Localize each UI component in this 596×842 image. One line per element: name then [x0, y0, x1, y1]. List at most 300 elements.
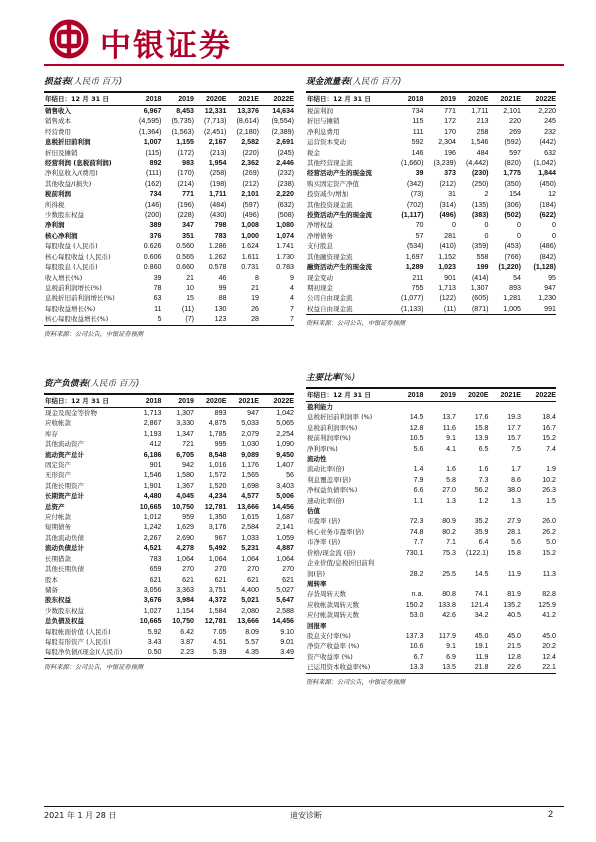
value-cell: (1,077)	[401, 294, 424, 303]
value-cell: 1,064	[208, 554, 227, 563]
value-cell: 133.8	[438, 600, 456, 609]
value-cell: 721	[182, 440, 194, 449]
value-cell: 7.7	[413, 538, 424, 547]
value-cell: 13,666	[237, 502, 259, 511]
header-year-cell: 2019	[162, 395, 195, 408]
value-cell: (1,128)	[533, 263, 556, 272]
value-cell: 9.1	[446, 434, 456, 443]
table-row	[306, 262, 556, 272]
row-label-cell: 其他长期负债	[45, 565, 84, 574]
value-cell: 121.4	[470, 600, 489, 609]
value-cell: 12.8	[409, 423, 424, 432]
value-cell: 0.606	[143, 252, 162, 261]
row-label-cell: 应收帐款	[45, 419, 71, 428]
value-cell	[456, 506, 489, 516]
value-cell: 27.9	[507, 517, 521, 526]
value-cell: 0.783	[276, 263, 294, 272]
value-cell: 5,492	[208, 544, 227, 553]
value-cell: 115	[412, 117, 424, 126]
row-label-cell: 股息支付率(%)	[307, 631, 351, 640]
row-label-cell: 经营费用	[45, 127, 71, 136]
value-cell: 199	[476, 263, 489, 272]
value-cell: 1.9	[546, 465, 556, 474]
value-cell	[521, 558, 556, 568]
income-statement-table	[44, 93, 294, 326]
row-label-cell: 每股收益 (人民币)	[45, 242, 98, 251]
value-cell: (115)	[145, 148, 162, 157]
table-row	[44, 220, 294, 230]
value-cell: 1,230	[538, 294, 556, 303]
value-cell: 12.4	[542, 652, 556, 661]
row-label-cell: 净资产收益率 (%)	[307, 642, 360, 651]
table-row	[44, 241, 294, 251]
value-cell: 56.2	[474, 486, 489, 495]
table-row	[306, 252, 556, 262]
value-cell: 893	[509, 283, 521, 292]
value-cell: 1,289	[405, 263, 424, 272]
value-cell: 10.5	[409, 434, 424, 443]
value-cell: 6.9	[446, 652, 456, 661]
source-note: 资料来源：公司公告，中银证券预测	[44, 330, 143, 338]
key-ratios-section	[306, 372, 556, 686]
table-row	[44, 158, 294, 168]
table-row	[44, 262, 294, 272]
value-cell: (245)	[277, 148, 294, 157]
value-cell: (2,180)	[236, 127, 259, 136]
value-cell: 1,580	[176, 471, 194, 480]
value-cell: 0.731	[241, 263, 259, 272]
value-cell: 1,629	[176, 523, 194, 532]
value-cell: 13,666	[237, 617, 259, 626]
value-cell: 484	[476, 148, 489, 157]
value-cell: (214)	[177, 179, 194, 188]
value-cell: 95	[548, 273, 556, 282]
value-cell: 0	[452, 221, 456, 230]
table-row	[44, 647, 294, 658]
row-label-cell: 销售收入	[45, 107, 71, 115]
value-cell: (212)	[439, 179, 456, 188]
row-label-cell: 核心业务市盈率(倍)	[307, 527, 365, 536]
value-cell: 6,967	[143, 107, 162, 115]
row-label-cell: 价格/现金流 (倍)	[307, 548, 356, 557]
table-row	[44, 304, 294, 314]
value-cell: 376	[149, 231, 162, 240]
value-cell: 4,875	[208, 419, 227, 428]
value-cell: 117.9	[438, 631, 456, 640]
value-cell: 892	[149, 159, 162, 168]
value-cell: 755	[411, 283, 424, 292]
value-cell: 15.8	[474, 423, 489, 432]
value-cell: 150.2	[405, 600, 424, 609]
table-row	[44, 450, 294, 460]
value-cell: 0	[484, 221, 489, 230]
value-cell: (592)	[504, 138, 521, 147]
value-cell: 5.92	[147, 627, 162, 636]
footer-title: 迪安诊断	[290, 811, 322, 820]
header-year-cell: 2018	[129, 93, 162, 106]
value-cell: (135)	[471, 200, 489, 209]
value-cell: 0.578	[208, 263, 227, 272]
row-label-cell: 速动比率(倍)	[307, 496, 345, 505]
value-cell: (414)	[471, 273, 489, 282]
value-cell: 2,867	[143, 419, 162, 428]
value-cell: 2,446	[276, 159, 294, 168]
value-cell: 5.39	[194, 647, 227, 658]
row-label-cell: 融资活动产生的现金流	[307, 263, 372, 272]
value-cell: 1,012	[143, 513, 162, 522]
row-label-cell: 总资产	[45, 502, 65, 511]
value-cell: 2,584	[241, 523, 259, 532]
table-row	[306, 621, 556, 631]
value-cell: 1,713	[438, 283, 456, 292]
row-label-cell: 已运用资本收益率(%)	[306, 662, 391, 673]
value-cell: 57	[415, 231, 424, 240]
value-cell: 3,984	[176, 596, 194, 605]
value-cell: (196)	[177, 200, 194, 209]
value-cell: 1,154	[176, 606, 194, 615]
value-cell: 28.2	[409, 569, 424, 578]
value-cell: (820)	[504, 159, 521, 168]
section-unit: (人民币 百万)	[69, 77, 123, 87]
value-cell: 146	[411, 148, 424, 157]
value-cell: 2	[484, 190, 489, 199]
value-cell: 995	[214, 440, 227, 449]
section-title-text: 资产负债表	[44, 379, 87, 389]
row-label-cell: 净利润	[45, 221, 65, 230]
value-cell: 7.4	[546, 444, 556, 453]
header-year-cell: 2018	[391, 93, 424, 106]
value-cell: 22.1	[521, 662, 556, 673]
value-cell: (269)	[242, 169, 259, 178]
table-row	[44, 210, 294, 220]
value-cell	[489, 506, 522, 516]
value-cell: (484)	[209, 200, 227, 209]
table-row	[44, 637, 294, 647]
value-cell: 1,584	[208, 606, 227, 615]
source-note: 资料来源：公司公告，中银证券预测	[44, 663, 143, 671]
table-row	[44, 481, 294, 491]
value-cell: (220)	[242, 148, 259, 157]
header-year-cell: 2018	[129, 395, 162, 408]
table-row	[306, 454, 556, 464]
value-cell	[424, 621, 457, 631]
value-cell: 351	[182, 231, 194, 240]
value-cell: (410)	[439, 242, 456, 251]
header-year-cell: 2021E	[227, 93, 260, 106]
value-cell: 137.3	[405, 631, 424, 640]
value-cell: 1,711	[209, 190, 227, 199]
value-cell: 72.3	[409, 517, 424, 526]
row-label-cell: 回报率	[307, 621, 327, 630]
value-cell: 1,152	[438, 252, 456, 261]
header-label-cell: 年结日：12 月 31 日	[44, 93, 129, 106]
value-cell: (7,713)	[204, 117, 227, 126]
value-cell: 1.6	[446, 465, 456, 474]
page-header	[44, 14, 564, 62]
value-cell: 3,056	[143, 585, 162, 594]
value-cell: 13.9	[474, 434, 489, 443]
value-cell: 270	[182, 565, 194, 574]
value-cell: 80.8	[442, 590, 456, 599]
value-cell: 3,676	[143, 596, 162, 605]
value-cell	[424, 558, 457, 568]
value-cell: 1,030	[241, 440, 259, 449]
table-row	[306, 433, 556, 443]
table-row	[306, 464, 556, 474]
value-cell: (1,220)	[498, 263, 521, 272]
value-cell: 21.5	[507, 642, 521, 651]
value-cell: 13.7	[442, 413, 456, 422]
value-cell: 1,155	[176, 138, 194, 147]
income-statement-section	[44, 76, 294, 338]
value-cell: 26.3	[542, 486, 556, 495]
value-cell: 123	[194, 314, 227, 325]
value-cell: 1,090	[276, 440, 294, 449]
value-cell: 53.0	[409, 611, 424, 620]
table-row	[306, 148, 556, 158]
value-cell: (250)	[471, 179, 489, 188]
value-cell: 0.565	[176, 252, 194, 261]
value-cell: 2,254	[276, 429, 294, 438]
header-year-cell: 2019	[424, 93, 457, 106]
value-cell: 70	[415, 221, 424, 230]
value-cell: (502)	[504, 211, 521, 220]
row-label-cell: 库存	[45, 429, 58, 438]
row-label-cell: 应付帐款	[45, 513, 71, 522]
header-year-cell: 2018	[391, 389, 424, 402]
value-cell: 1.4	[413, 465, 424, 474]
section-title	[306, 372, 556, 384]
table-row	[306, 558, 556, 568]
page-number: 2	[548, 809, 554, 819]
value-cell: (4,595)	[139, 117, 162, 126]
value-cell: 3,403	[276, 481, 294, 490]
table-row	[44, 200, 294, 210]
value-cell: 10,665	[139, 617, 162, 626]
value-cell: (122.1)	[466, 548, 489, 557]
value-cell: 3,176	[208, 523, 227, 532]
value-cell: 1,007	[143, 138, 162, 147]
header-year-cell: 2021E	[489, 389, 522, 402]
value-cell: (486)	[539, 242, 556, 251]
table-row	[306, 231, 556, 241]
value-cell: 99	[218, 283, 227, 292]
value-cell: 82.8	[542, 590, 556, 599]
value-cell: 4.51	[212, 637, 227, 646]
value-cell: 35.2	[474, 517, 489, 526]
row-label-cell: 应付帐款周转天数	[307, 611, 359, 620]
value-cell: 211	[412, 273, 424, 282]
table-row	[44, 137, 294, 147]
value-cell: 1,064	[241, 554, 259, 563]
table-row	[44, 606, 294, 616]
value-cell: (622)	[539, 211, 556, 220]
row-label-cell: 折旧及摊销	[45, 148, 78, 157]
value-cell: 5,033	[241, 419, 259, 428]
value-cell: 1.2	[478, 496, 489, 505]
value-cell: 6.5	[478, 444, 489, 453]
value-cell: 46	[218, 273, 227, 282]
table-row	[306, 200, 556, 210]
value-cell: 1.5	[546, 496, 556, 505]
value-cell: 78	[153, 283, 162, 292]
value-cell: 3.87	[180, 637, 194, 646]
row-label-cell: 税前利润	[45, 190, 71, 199]
value-cell: 1,711	[471, 107, 489, 115]
header-year-cell: 2022E	[521, 389, 556, 402]
value-cell: (871)	[456, 304, 489, 315]
value-cell: 1,016	[208, 461, 227, 470]
row-label-cell: 流动负债总计	[45, 544, 84, 553]
value-cell: 2,141	[276, 523, 294, 532]
value-cell: 1.7	[511, 465, 521, 474]
value-cell: 2,220	[276, 190, 294, 199]
value-cell: (212)	[242, 179, 259, 188]
value-cell: (9,554)	[271, 117, 294, 126]
value-cell: 18.4	[542, 413, 556, 422]
value-cell: 5,021	[241, 596, 259, 605]
row-label-cell: 税金	[307, 148, 320, 157]
value-cell: 2,167	[208, 138, 227, 147]
value-cell: 4,400	[241, 585, 259, 594]
value-cell: 2,101	[241, 190, 259, 199]
value-cell: 5.8	[446, 475, 456, 484]
value-cell: 0	[484, 231, 489, 240]
value-cell: 5,065	[276, 419, 294, 428]
value-cell	[489, 579, 522, 589]
value-cell: 1.1	[413, 496, 424, 505]
value-cell: 245	[544, 117, 556, 126]
table-row	[306, 106, 556, 117]
value-cell: 7.5	[511, 444, 521, 453]
value-cell: 1,059	[276, 533, 294, 542]
header-year-cell: 2021E	[227, 395, 260, 408]
value-cell: 15.2	[542, 434, 556, 443]
value-cell	[456, 558, 489, 568]
value-cell: 0	[552, 231, 556, 240]
value-cell: 54	[513, 273, 521, 282]
table-row	[306, 304, 556, 315]
value-cell: (534)	[406, 242, 424, 251]
value-cell: 2,304	[438, 138, 456, 147]
value-cell	[424, 402, 457, 413]
value-cell: 45.0	[507, 631, 521, 640]
value-cell: 1,698	[241, 481, 259, 490]
value-cell: 1,407	[276, 461, 294, 470]
table-row	[44, 127, 294, 137]
table-row	[306, 179, 556, 189]
value-cell: 901	[444, 273, 456, 282]
table-row	[44, 491, 294, 501]
value-cell: 1,023	[438, 263, 456, 272]
value-cell: 172	[444, 117, 456, 126]
value-cell: 621	[214, 575, 227, 584]
value-cell: 8	[255, 273, 259, 282]
value-cell: 74.8	[409, 527, 424, 536]
row-label-cell: 应收帐款周转天数	[307, 600, 359, 609]
cash-flow-section	[306, 76, 556, 327]
value-cell: 10.6	[409, 642, 424, 651]
value-cell: 621	[282, 575, 294, 584]
value-cell: 947	[247, 409, 259, 417]
value-cell: 125.9	[538, 600, 556, 609]
value-cell: (1,563)	[171, 127, 194, 136]
table-row	[44, 627, 294, 637]
value-cell: 2,267	[143, 533, 162, 542]
value-cell: 5,027	[276, 585, 294, 594]
value-cell: 5,647	[276, 596, 294, 605]
value-cell: (198)	[209, 179, 227, 188]
value-cell: (162)	[144, 179, 162, 188]
value-cell: 19.3	[507, 413, 521, 422]
value-cell: 5.6	[511, 538, 521, 547]
value-cell: 2,079	[241, 429, 259, 438]
value-cell: 42.6	[442, 611, 456, 620]
row-label-cell: 长期资产总计	[45, 492, 84, 501]
row-label-cell: 购买固定资产净值	[307, 179, 359, 188]
value-cell: 14,456	[272, 502, 294, 511]
value-cell: 771	[182, 190, 194, 199]
row-label-cell: 每股净负债/(现金)(人民币)	[44, 647, 129, 658]
value-cell: 196	[444, 148, 456, 157]
row-label-cell: 现金及现金等价物	[45, 409, 97, 417]
row-label-cell: 每股股息 (人民币)	[45, 263, 98, 272]
table-row	[306, 168, 556, 178]
value-cell: 154	[509, 190, 521, 199]
value-cell: 5,006	[276, 492, 294, 501]
value-cell: 4,887	[276, 544, 294, 553]
value-cell: 13,376	[237, 107, 259, 115]
table-row	[44, 231, 294, 241]
value-cell: 39	[415, 169, 424, 178]
row-label-cell: 其他流动负债	[45, 533, 84, 542]
table-row	[44, 408, 294, 419]
header-label-cell: 年结日：12 月 31 日	[306, 389, 391, 402]
value-cell: 771	[444, 107, 456, 115]
table-row	[44, 439, 294, 449]
value-cell	[391, 506, 424, 516]
table-row	[306, 423, 556, 433]
value-cell: 347	[182, 221, 194, 230]
table-row	[306, 444, 556, 454]
row-label-cell: 每股有形资产 (人民币)	[45, 637, 111, 646]
value-cell: 34.2	[474, 611, 489, 620]
row-label-cell: 企业价值/息税折旧前利	[307, 559, 375, 568]
value-cell: 621	[149, 575, 162, 584]
section-title	[306, 76, 556, 88]
table-row	[44, 273, 294, 283]
value-cell: (232)	[277, 169, 294, 178]
value-cell: 3,751	[208, 585, 227, 594]
row-label-cell: 每股帐面价值 (人民币)	[45, 627, 111, 636]
value-cell: 10,750	[172, 502, 194, 511]
value-cell: 39	[153, 273, 162, 282]
value-cell: 22.6	[489, 662, 522, 673]
row-label-cell: 息税折旧前利润	[45, 138, 91, 147]
value-cell	[489, 454, 522, 464]
row-label-cell: 净利息收入/(费用)	[45, 169, 98, 178]
value-cell: (122)	[439, 294, 456, 303]
table-row	[44, 585, 294, 595]
value-cell: (8,614)	[236, 117, 259, 126]
value-cell	[391, 454, 424, 464]
table-row	[306, 412, 556, 422]
value-cell	[424, 579, 457, 589]
value-cell: 1,367	[176, 481, 194, 490]
value-cell: 7	[259, 314, 294, 325]
row-label-cell: 核心每股收益 (人民币)	[45, 252, 111, 261]
row-label-cell: 净增权益	[307, 221, 333, 230]
